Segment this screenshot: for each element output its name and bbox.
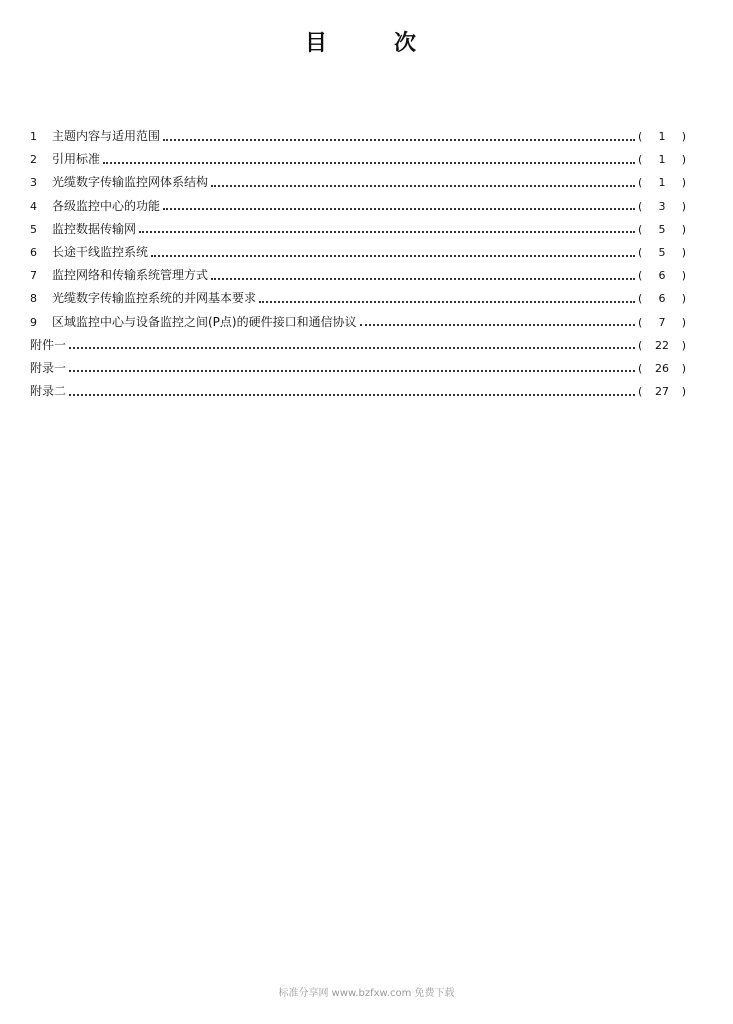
toc-entry-3[interactable] [30,171,690,194]
toc-entry-title: 主题内容与适用范围 [52,129,161,143]
dot-leader [69,370,635,372]
toc-entry-page: ( 5 ) [638,241,690,264]
toc-entry-6[interactable] [30,241,690,264]
page-number: 1 [658,176,666,190]
dot-leader [259,301,635,303]
toc-entry-page: ( 3 ) [638,195,690,218]
dot-leader [103,162,635,164]
dot-leader [211,278,635,280]
toc-entry-8[interactable] [30,287,690,310]
toc-entry-page: ( 26 ) [638,357,690,380]
page-number: 22 [655,338,669,352]
toc-entry-4[interactable] [30,195,690,218]
dot-leader [211,185,635,187]
toc-entry-2[interactable] [30,148,690,171]
toc-entry-number: 7 [30,269,37,283]
toc-entry-page: ( 27 ) [638,380,690,403]
title-char-2: 次 [394,31,417,56]
toc-entry-9[interactable] [30,311,690,334]
watermark-footer: 标准分享网 www.bzfxw.com 免费下载 [278,988,455,999]
toc-entry-page: ( 22 ) [638,334,690,357]
dot-leader [163,139,635,141]
page-number: 5 [658,222,666,236]
toc-entry-1[interactable] [30,125,690,148]
dot-leader [139,231,635,233]
dot-leader [163,208,635,210]
toc-entry-page: ( 7 ) [638,311,690,334]
toc-entry-number: 9 [30,315,37,329]
title-char-1: 目 [305,31,328,56]
toc-entry-number: 3 [30,176,37,190]
toc-entry-title: 引用标准 [52,152,101,167]
toc-entry-title: 光缆数字传输监控网体系结构 [52,175,209,190]
toc-entry-title: 光缆数字传输监控系统的并网基本要求 [52,291,257,306]
toc-entry-page: ( 5 ) [638,218,690,241]
toc-entry-page: ( 1 ) [638,125,690,148]
page-number: 7 [658,315,666,329]
toc-entry-number: 1 [30,130,37,143]
dot-leader [69,347,635,349]
dot-leader [69,394,635,396]
toc-entry-number: 4 [30,199,37,213]
toc-entry-title: 区域监控中心与设备监控之间(P点)的硬件接口和通信协议 [52,314,357,329]
toc-entry-page: ( 6 ) [638,264,690,287]
page-number: 3 [658,199,666,213]
page-number: 6 [658,269,666,283]
toc-entry-5[interactable] [30,218,690,241]
page-number: 27 [655,385,669,399]
toc-entry-title: 监控数据传输网 [52,221,137,236]
toc-entry-title: 监控网络和传输系统管理方式 [52,268,209,283]
toc-entry-title: 长途干线监控系统 [52,244,149,259]
table-of-contents [30,125,690,403]
page-number: 6 [658,292,666,306]
toc-entry-title: 各级监控中心的功能 [52,198,161,213]
toc-entry-page: ( 6 ) [638,287,690,310]
toc-entry-number: 8 [30,292,37,306]
page-number: 1 [658,153,666,167]
page-number: 5 [658,245,666,259]
toc-entry-title: 附录二 [30,384,67,399]
dot-leader [360,324,635,326]
toc-entry-page: ( 1 ) [638,171,690,194]
toc-entry-7[interactable] [30,264,690,287]
toc-entry-appendix-attachment-1[interactable] [30,334,690,357]
page-number: 26 [655,361,669,375]
toc-entry-title: 附件一 [30,337,67,352]
toc-entry-appendix-2[interactable] [30,380,690,403]
page-number: 1 [658,130,666,143]
toc-entry-number: 2 [30,153,37,167]
toc-entry-title: 附录一 [30,360,67,375]
dot-leader [151,255,635,257]
page-title [0,26,733,56]
toc-entry-number: 5 [30,222,37,236]
toc-entry-page: ( 1 ) [638,148,690,171]
toc-entry-appendix-1[interactable] [30,357,690,380]
toc-entry-number: 6 [30,245,37,259]
